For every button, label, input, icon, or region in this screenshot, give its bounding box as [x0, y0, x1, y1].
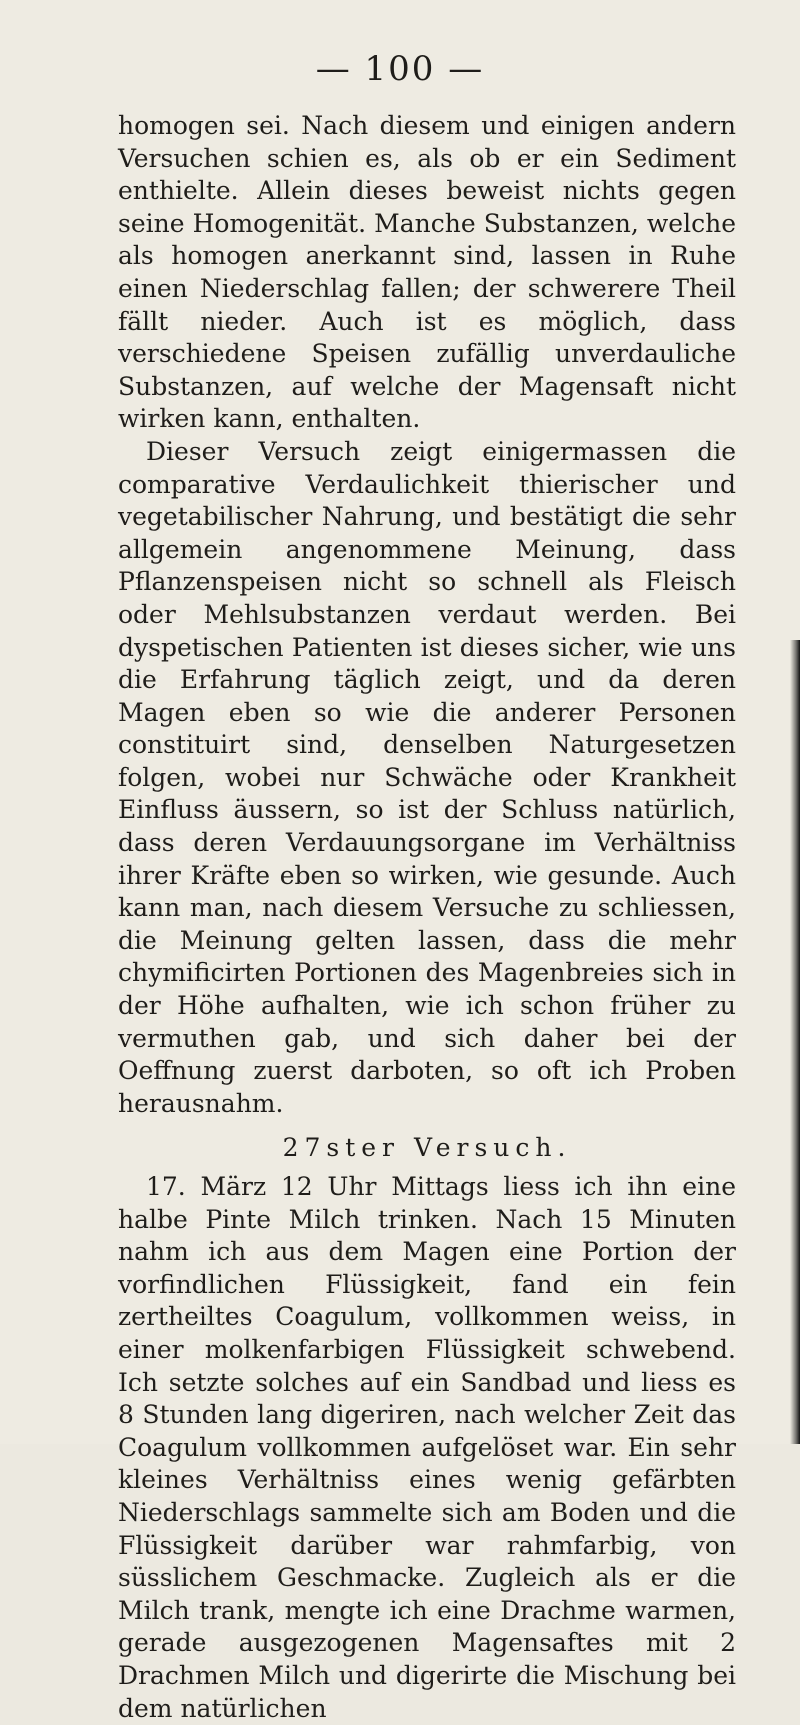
paragraph-continuation: homogen sei. Nach diesem und einigen andern Versuchen schien es, als ob er ein Sediment enthielte. Allein dieses beweist nichts gegen seine Homogenität. Manche Substanzen, welche als homogen anerkannt sind, lassen in Ruhe einen Niederschlag fallen; der schwerere Theil fällt nieder. Auch ist es möglich, dass verschiedene Speisen zufällig unverdauliche Substanzen, auf welche der Magensaft nicht wirken kann, enthalten.: [118, 111, 736, 434]
paragraph-comparative-digestibility: Dieser Versuch zeigt einigermassen die comparative Verdaulichkeit thierischer und vegetabilischer Nahrung, und bestätigt die sehr allgemein angenommene Meinung, dass Pflanzenspeisen nicht so schnell als Fleisch oder Mehlsubstanzen verdaut werden. Bei dyspetischen Patienten ist dieses sicher, wie uns die Erfahrung täglich zeigt, und da deren Magen eben so wie die anderer Personen constituirt sind, denselben Naturgesetzen folgen, wobei nur Schwäche oder Krankheit Einfluss äussern, so ist der Schluss natürlich, dass deren Verdauungsorgane im Verhältniss ihrer Kräfte eben so wirken, wie gesunde. Auch kann man, nach diesem Versuche zu schliessen, die Meinung gelten lassen, dass die mehr chymificirten Portionen des Magenbreies sich in der Höhe aufhalten, wie ich schon früher zu vermuthen gab, und sich daher bei der Oeffnung zuerst darboten, so oft ich Proben herausnahm.: [118, 436, 736, 1118]
section-heading: 27ster Versuch.: [282, 1133, 572, 1163]
page-edge-shadow: [790, 640, 800, 1444]
body-text: [118, 110, 736, 1725]
page-number: — 100 —: [315, 49, 485, 89]
paragraph-experiment-27: 17. März 12 Uhr Mittags liess ich ihn eine halbe Pinte Milch trinken. Nach 15 Minuten nahm ich aus dem Magen eine Portion der vorfindlichen Flüssigkeit, fand ein fein zertheiltes Coagulum, vollkommen weiss, in einer molkenfarbigen Flüssigkeit schwebend. Ich setzte solches auf ein Sandbad und liess es 8 Stunden lang digeriren, nach welcher Zeit das Coagulum vollkommen aufgelöset war. Ein sehr kleines Verhältniss eines wenig gefärbten Niederschlags sammelte sich am Boden und die Flüssigkeit darüber war rahmfarbig, von süsslichem Geschmacke. Zugleich als er die Milch trank, mengte ich eine Drachme warmen, gerade ausgezogenen Magensaftes mit 2 Drachmen Milch und digerirte die Mischung bei dem natürlichen: [118, 1172, 736, 1723]
